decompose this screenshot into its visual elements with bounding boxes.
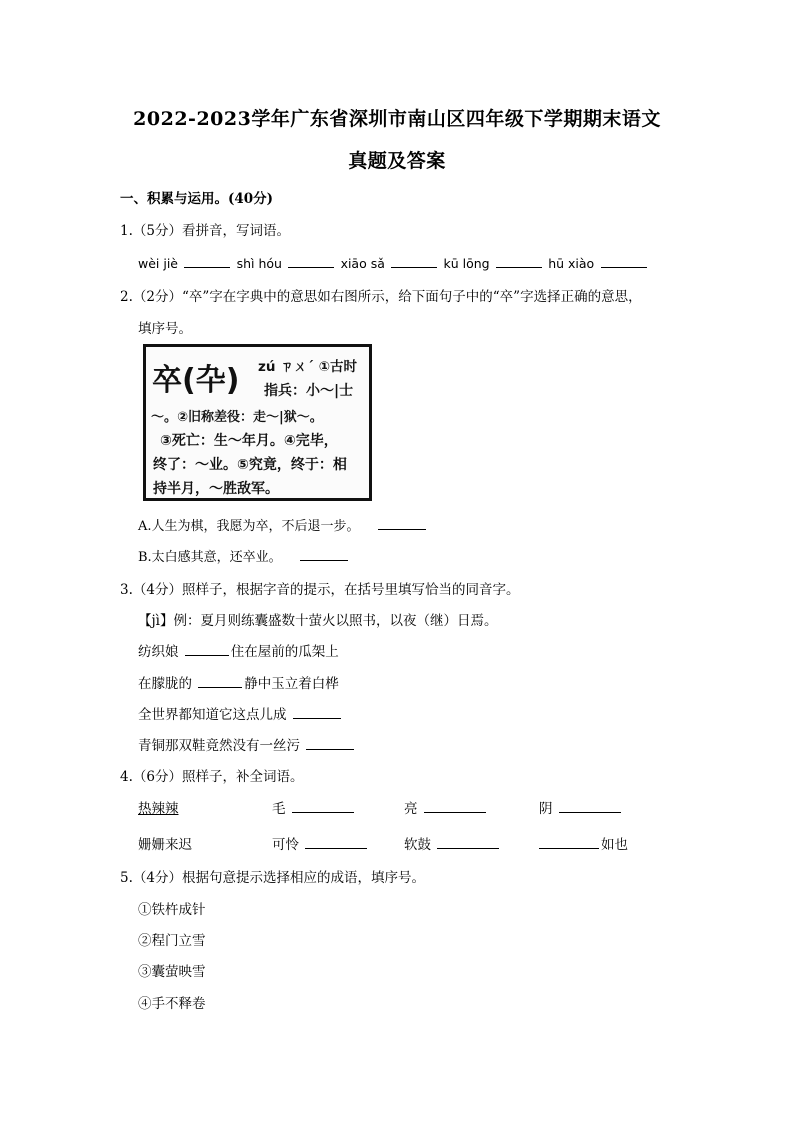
q3-blank-2[interactable] [198,674,242,688]
q1-blank-5[interactable] [601,254,647,268]
q2-option-a-text: A.人生为棋，我愿为卒，不后退一步。 [138,519,360,534]
q4-item-ruangu [404,833,501,853]
section-heading: 一、积累与运用。(40分) [120,191,274,207]
q2-option-a [138,515,428,534]
q4-item-liang [404,797,488,817]
q1-pinyin-1: wèi jiè [138,256,178,271]
q2-stem: 2.（2分）“卒”字在字典中的意思如右图所示，给下面句子中的“卒”字选择正确的意思， [120,289,642,305]
q5-option-1: ①铁杵成针 [138,902,206,918]
q3-line-3 [138,703,343,723]
q3-line-3-text: 全世界都知道它这点儿成 [138,707,287,723]
q4-item-liang-text: 亮 [404,801,418,817]
q4-item-mao-text: 毛 [272,801,286,817]
q5-option-3: ③囊萤映雪 [138,964,206,980]
q1-pinyin-4: kū lōng [443,256,490,271]
q2-stem-cont: 填序号。 [138,321,192,337]
q4-item-yin-text: 阴 [539,801,553,817]
q1-pinyin-3: xiāo sǎ [340,256,385,271]
q4-blank-mao[interactable] [292,799,354,813]
doc-title-line2: 真题及答案 [348,150,446,172]
q1-pinyin-2: shì hóu [236,256,282,271]
q3-stem: 3.（4分）照样子，根据字音的提示，在括号里填写恰当的同音字。 [120,582,520,598]
q2-option-b-text: B.太白感其意，还卒业。 [138,550,282,565]
q4-blank-yin[interactable] [559,799,621,813]
q4-blank-kelian[interactable] [305,835,367,849]
dict-headword: 卒(卆) [152,363,240,398]
q4-blank-liang[interactable] [424,799,486,813]
q5-option-2: ②程门立雪 [138,933,206,949]
q5-option-4: ④手不释卷 [138,996,206,1012]
q5-stem: 5.（4分）根据句意提示选择相应的成语，填序号。 [120,870,425,886]
q3-line-1 [138,640,339,660]
q2-blank-a[interactable] [378,516,426,530]
dictionary-entry-image [140,341,373,502]
q4-item-kelian [272,833,369,853]
q2-blank-b[interactable] [300,547,348,561]
q4-item-yin [539,797,623,817]
q3-example: 【jì】例：夏月则练囊盛数十萤火以照书，以夜（继）日焉。 [138,613,498,629]
dict-line-3: ～。②旧称差役：走～|狱～。 [151,410,323,425]
q3-line-1-text: 纺织娘 [138,644,179,660]
q3-line-1-text-b: 住在屋前的瓜架上 [230,644,339,660]
q2-option-b [138,546,350,565]
q4-item-mao [272,797,356,817]
dict-line-6: 持半月，～胜敌军。 [153,481,279,497]
q4-item-ruye [539,833,628,853]
q3-line-2-text-b: 静中玉立着白桦 [244,676,339,692]
dictionary-entry-frame [143,344,372,501]
q4-stem: 4.（6分）照样子，补全词语。 [120,769,304,785]
q4-example-word: 热辣辣 [138,801,179,817]
q1-blank-2[interactable] [288,254,334,268]
q1-pinyin-row [138,254,649,272]
q3-blank-3[interactable] [293,705,341,719]
q4-blank-ruangu[interactable] [437,835,499,849]
q1-stem: 1.（5分）看拼音，写词语。 [120,223,290,239]
dict-line-2: 指兵：小～|士 [264,383,354,399]
q1-blank-4[interactable] [496,254,542,268]
q3-blank-1[interactable] [185,642,229,656]
q4-item-ruangu-text: 软鼓 [404,837,431,853]
dict-line-1: zú ㄗㄨˊ ①古时 [258,359,358,375]
dict-line-5: 终了：～业。⑤究竟，终于：相 [153,457,347,473]
q1-blank-3[interactable] [391,254,437,268]
doc-title-line1: 2022-2023学年广东省深圳市南山区四年级下学期期末语文 [133,108,661,130]
q4-blank-ruye[interactable] [539,835,599,849]
q3-line-4 [138,734,356,754]
q1-pinyin-5: hū xiào [548,256,595,271]
dict-line-4: ③死亡：生～年月。④完毕， [160,433,338,449]
q4-item-ruye-text: 如也 [601,837,628,853]
q3-line-2-text: 在朦胧的 [138,676,192,692]
q4-item-kelian-text: 可怜 [272,837,299,853]
q3-line-4-text: 青铜那双鞋竟然没有一丝污 [138,738,300,754]
q4-example-word-2: 姗姗来迟 [138,837,192,853]
q1-blank-1[interactable] [184,254,230,268]
q3-line-2 [138,672,339,692]
q3-blank-4[interactable] [306,736,354,750]
